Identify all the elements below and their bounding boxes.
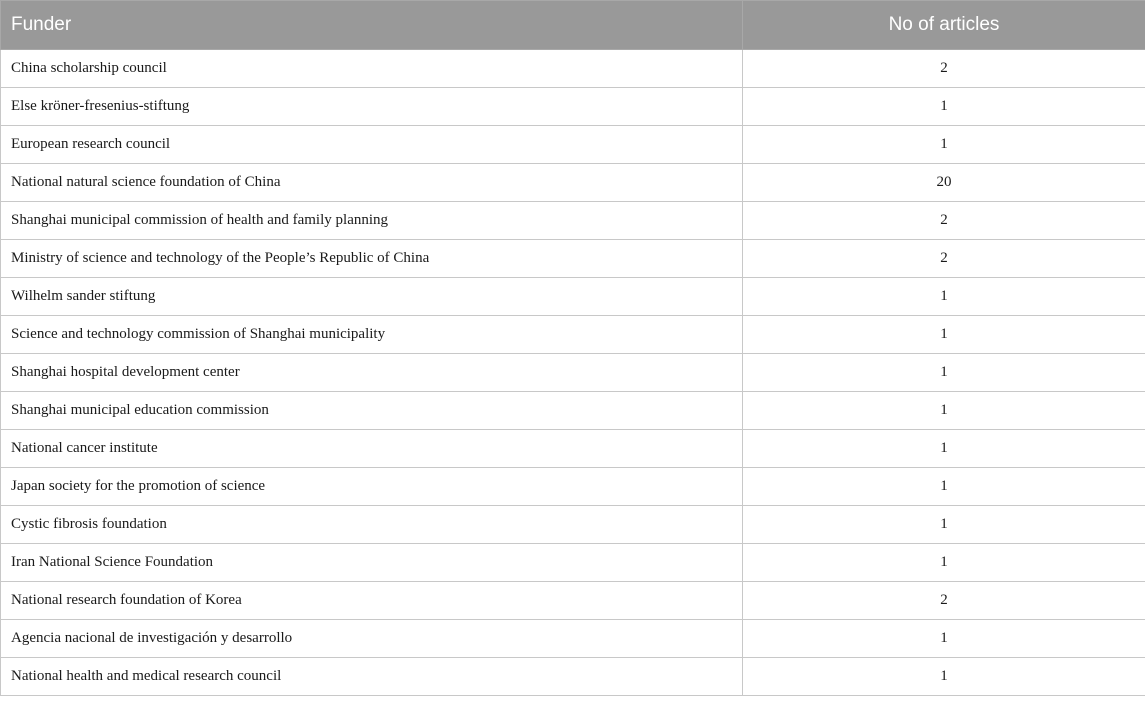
funder-cell: Agencia nacional de investigación y desarrollo <box>1 620 743 658</box>
table-row <box>1 88 1145 126</box>
table-row <box>1 582 1145 620</box>
article-count-cell: 1 <box>743 126 1145 164</box>
article-count-cell: 20 <box>743 164 1145 202</box>
table-body <box>1 50 1145 696</box>
table-row <box>1 468 1145 506</box>
table-row <box>1 392 1145 430</box>
table-row <box>1 430 1145 468</box>
funder-cell: Cystic fibrosis foundation <box>1 506 743 544</box>
table-row <box>1 316 1145 354</box>
header-row <box>1 1 1145 50</box>
article-count-cell: 1 <box>743 506 1145 544</box>
funder-cell: China scholarship council <box>1 50 743 88</box>
table-row <box>1 620 1145 658</box>
table-row <box>1 658 1145 696</box>
table-row <box>1 278 1145 316</box>
table-row <box>1 354 1145 392</box>
article-count-cell: 1 <box>743 316 1145 354</box>
funder-cell: National research foundation of Korea <box>1 582 743 620</box>
funder-cell: National health and medical research council <box>1 658 743 696</box>
funder-cell: Iran National Science Foundation <box>1 544 743 582</box>
article-count-cell: 1 <box>743 468 1145 506</box>
funder-cell: Else kröner-fresenius-stiftung <box>1 88 743 126</box>
article-count-cell: 2 <box>743 240 1145 278</box>
article-count-cell: 1 <box>743 88 1145 126</box>
article-count-cell: 1 <box>743 392 1145 430</box>
funder-cell: Wilhelm sander stiftung <box>1 278 743 316</box>
table-row <box>1 202 1145 240</box>
table-row <box>1 164 1145 202</box>
article-count-cell: 1 <box>743 658 1145 696</box>
funder-cell: Shanghai hospital development center <box>1 354 743 392</box>
article-count-cell: 2 <box>743 202 1145 240</box>
funder-cell: Shanghai municipal commission of health and family planning <box>1 202 743 240</box>
funder-cell: Ministry of science and technology of the People’s Republic of China <box>1 240 743 278</box>
funder-cell: European research council <box>1 126 743 164</box>
article-count-cell: 1 <box>743 430 1145 468</box>
funder-cell: Japan society for the promotion of science <box>1 468 743 506</box>
table-row <box>1 544 1145 582</box>
funder-cell: Science and technology commission of Shanghai municipality <box>1 316 743 354</box>
table-row <box>1 126 1145 164</box>
article-count-cell: 2 <box>743 582 1145 620</box>
table-row <box>1 50 1145 88</box>
article-count-cell: 1 <box>743 354 1145 392</box>
article-count-cell: 1 <box>743 278 1145 316</box>
funder-cell: National cancer institute <box>1 430 743 468</box>
funder-cell: Shanghai municipal education commission <box>1 392 743 430</box>
funder-column-header: Funder <box>1 1 743 50</box>
article-count-cell: 2 <box>743 50 1145 88</box>
funder-cell: National natural science foundation of China <box>1 164 743 202</box>
table-header <box>1 1 1145 50</box>
article-count-cell: 1 <box>743 544 1145 582</box>
table-row <box>1 240 1145 278</box>
article-count-column-header: No of articles <box>743 1 1145 50</box>
article-count-cell: 1 <box>743 620 1145 658</box>
table-row <box>1 506 1145 544</box>
